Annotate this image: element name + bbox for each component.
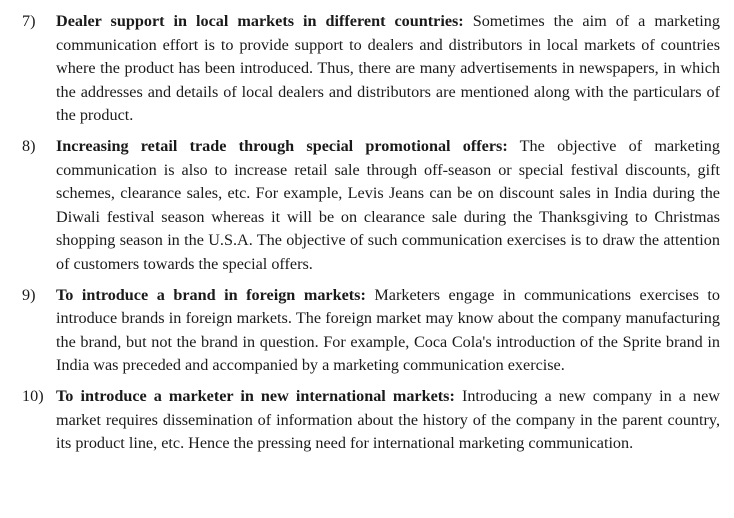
list-item-8	[22, 135, 720, 277]
item-heading: Dealer support in local markets in different countries:	[56, 12, 464, 30]
item-text: Marketers engage in communications exercises to introduce brands in foreign markets. The foreign market may know about the company manufacturing the brand, but not the brand in question. For example, Coca Cola's introduction of the Sprite brand in India was preceded and accompanied by a marketing communication exercise.	[56, 285, 720, 375]
item-heading: To introduce a brand in foreign markets:	[56, 285, 366, 304]
item-paragraph	[56, 135, 720, 277]
item-number: 10)	[22, 386, 44, 405]
item-number: 7)	[22, 12, 36, 30]
list-item-7	[22, 10, 720, 128]
item-text: Introducing a new company in a new market requires dissemination of information about the history of the company in the parent country, its product line, etc. Hence the pressing need for international marketing communication.	[56, 386, 721, 453]
list-item-9	[22, 284, 720, 378]
item-text: Sometimes the aim of a marketing communication effort is to provide support to dealers and distributors in local markets of countries where the product has been introduced. Thus, there are many advertisements in newspapers, in which the addresses and details of local dealers and distributors are mentioned along with the particulars of the product.	[56, 12, 720, 125]
item-paragraph	[56, 385, 720, 456]
list-item-10	[22, 385, 720, 456]
item-heading: To introduce a marketer in new international markets:	[56, 386, 455, 405]
item-number: 8)	[22, 136, 36, 155]
item-paragraph	[56, 284, 720, 378]
item-number: 9)	[22, 285, 36, 304]
item-heading: Increasing retail trade through special promotional offers:	[56, 136, 508, 155]
item-text: The objective of marketing communication is also to increase retail sale through off-season or special festival discounts, gift schemes, clearance sales, etc. For example, Levis Jeans can be on discount sales in India during the Diwali festival season whereas it will be on clearance sale during the Thanksgiving to Christmas shopping season in the U.S.A. The objective of such communication exercises is to draw the attention of customers towards the special offers.	[56, 136, 720, 273]
item-paragraph	[56, 10, 720, 128]
